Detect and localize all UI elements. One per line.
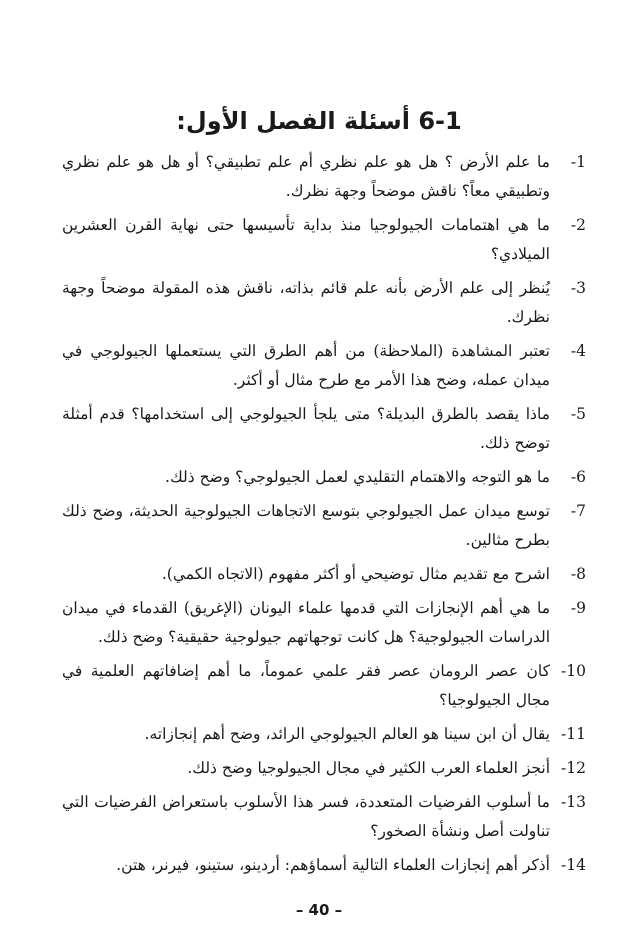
question-item xyxy=(62,754,586,783)
question-text: ما هو التوجه والاهتمام التقليدي لعمل الجيولوجي؟ وضح ذلك. xyxy=(165,468,550,486)
questions-list xyxy=(62,148,586,885)
question-number: 5- xyxy=(570,405,586,423)
question-text: ما علم الأرض ؟ هل هو علم نظري أم علم تطبيقي؟ أو هل هو علم نظري وتطبيقي معاً؟ ناقش موضحاً وجهة نظرك. xyxy=(62,153,550,200)
question-text: ما أسلوب الفرضيات المتعددة، فسر هذا الأسلوب باستعراض الفرضيات التي تناولت أصل ونشأة الصخور؟ xyxy=(62,793,550,840)
question-number: 4- xyxy=(570,342,586,360)
page-number: – 40 – xyxy=(295,901,343,919)
question-number: 11- xyxy=(561,725,586,743)
question-text: ماذا يقصد بالطرق البديلة؟ متى يلجأ الجيولوجي إلى استخدامها؟ قدم أمثلة توضح ذلك. xyxy=(62,405,550,452)
question-number: 9- xyxy=(570,599,586,617)
question-text: كان عصر الرومان عصر فقر علمي عموماً، ما أهم إضافاتهم العلمية في مجال الجيولوجيا؟ xyxy=(62,662,550,709)
section-title: 6-1 أسئلة الفصل الأول: xyxy=(176,107,462,135)
question-text: اشرح مع تقديم مثال توضيحي أو أكثر مفهوم (الاتجاه الكمي). xyxy=(161,565,550,583)
question-item xyxy=(62,594,586,652)
question-item xyxy=(62,788,586,846)
question-item xyxy=(62,211,586,269)
question-item xyxy=(62,657,586,715)
question-item xyxy=(62,463,586,492)
question-text: أذكر أهم إنجازات العلماء التالية أسماؤهم: أردينو، ستينو، فيرنر، هتن. xyxy=(116,856,550,874)
question-text: يقال أن ابن سينا هو العالم الجيولوجي الرائد، وضح أهم إنجازاته. xyxy=(144,725,550,743)
question-number: 12- xyxy=(561,759,586,777)
question-text: ما هي أهم الإنجازات التي قدمها علماء اليونان (الإغريق) القدماء في ميدان الدراسات الجيولوجية؟ هل كانت توجهاتهم جيولوجية حقيقية؟ وضح ذلك. xyxy=(62,599,550,646)
question-text: توسع ميدان عمل الجيولوجي بتوسع الاتجاهات الجيولوجية الحديثة، وضح ذلك بطرح مثالين. xyxy=(62,502,550,549)
question-number: 2- xyxy=(570,216,586,234)
question-text: ما هي اهتمامات الجيولوجيا منذ بداية تأسيسها حتى نهاية القرن العشرين الميلادي؟ xyxy=(62,216,550,263)
question-text: أنجز العلماء العرب الكثير في مجال الجيولوجيا وضح ذلك. xyxy=(187,759,550,777)
question-item xyxy=(62,560,586,589)
question-number: 13- xyxy=(561,793,586,811)
question-number: 6- xyxy=(570,468,586,486)
question-item xyxy=(62,148,586,206)
question-item xyxy=(62,337,586,395)
question-number: 8- xyxy=(570,565,586,583)
question-item xyxy=(62,274,586,332)
question-number: 7- xyxy=(570,502,586,520)
question-item xyxy=(62,720,586,749)
question-item xyxy=(62,497,586,555)
question-item xyxy=(62,400,586,458)
question-item xyxy=(62,851,586,880)
question-text: يُنظر إلى علم الأرض بأنه علم قائم بذاته، ناقش هذه المقولة موضحاً وجهة نظرك. xyxy=(62,279,550,326)
question-number: 3- xyxy=(570,279,586,297)
question-number: 10- xyxy=(561,662,586,680)
question-text: تعتبر المشاهدة (الملاحظة) من أهم الطرق التي يستعملها الجيولوجي في ميدان عمله، وضح هذا الأمر مع طرح مثال أو أكثر. xyxy=(62,342,550,389)
question-number: 14- xyxy=(561,856,586,874)
question-number: 1- xyxy=(570,153,586,171)
